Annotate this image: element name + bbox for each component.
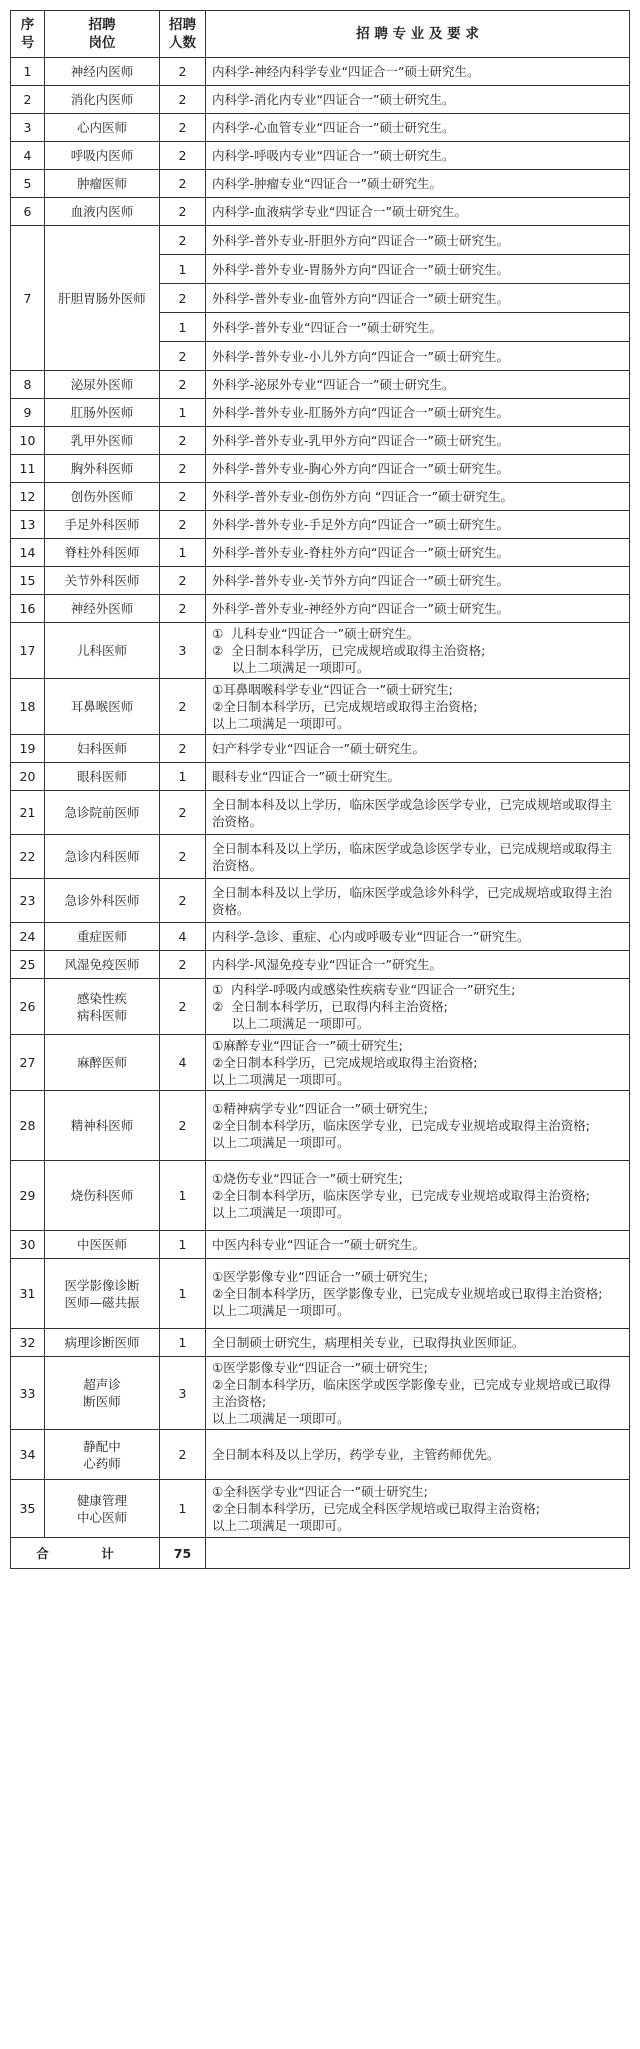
row-requirement-cell: [206, 539, 630, 567]
row-count: 2: [160, 879, 206, 923]
recruitment-table-sheet: [10, 10, 630, 1569]
row-count: 2: [160, 735, 206, 763]
row-count: 2: [160, 114, 206, 142]
row-requirement: 全日制本科及以上学历，临床医学或急诊医学专业，已完成规培或取得主治资格。: [212, 796, 613, 829]
row-position: 乳甲外医师: [45, 427, 160, 455]
row-requirement-cell: [206, 114, 630, 142]
table-row: [11, 1231, 630, 1259]
row-count: 4: [160, 1035, 206, 1091]
row-count: 1: [160, 1329, 206, 1357]
table-row: [11, 86, 630, 114]
row-requirement-cell: [206, 1035, 630, 1091]
row-count: 1: [160, 1161, 206, 1231]
table-row: [11, 923, 630, 951]
row-position: 耳鼻喉医师: [45, 679, 160, 735]
row-requirement-cell: [206, 1231, 630, 1259]
row-position: 妇科医师: [45, 735, 160, 763]
table-row: [11, 58, 630, 86]
table-row: [11, 1329, 630, 1357]
row-number: 28: [11, 1091, 45, 1161]
row-position: 风湿免疫医师: [45, 951, 160, 979]
table-header-row: [11, 11, 630, 58]
row-number: 2: [11, 86, 45, 114]
row-requirement-cell: [206, 86, 630, 114]
row-position: 儿科医师: [45, 623, 160, 679]
table-row: [11, 879, 630, 923]
row-count: 3: [160, 1357, 206, 1430]
table-row: [11, 835, 630, 879]
row-number: 15: [11, 567, 45, 595]
row-requirement: ①耳鼻咽喉科学专业“四证合一”硕士研究生; ②全日制本科学历，已完成规培或取得主治资格; 以上二项满足一项即可。: [212, 682, 478, 731]
total-value: 75: [160, 1538, 206, 1569]
row-number: 16: [11, 595, 45, 623]
row-requirement-cell: [206, 679, 630, 735]
row-requirement: 外科学-普外专业-脊柱外方向“四证合一”硕士研究生。: [212, 545, 509, 560]
row-position: 麻醉医师: [45, 1035, 160, 1091]
row-count: 1: [160, 1231, 206, 1259]
row-requirement: 外科学-普外专业“四证合一”硕士研究生。: [212, 319, 442, 335]
row-count: 1: [160, 313, 206, 342]
row-count: 2: [160, 951, 206, 979]
table-row: [11, 483, 630, 511]
row-number: 9: [11, 399, 45, 427]
row-count: 1: [160, 1259, 206, 1329]
row-count: 2: [160, 342, 206, 371]
row-position: 烧伤科医师: [45, 1161, 160, 1231]
table-row: [11, 791, 630, 835]
row-number: 27: [11, 1035, 45, 1091]
table-row: [11, 198, 630, 226]
row-position: 静配中 心药师: [45, 1430, 160, 1480]
total-row: [11, 1538, 630, 1569]
table-row: [11, 567, 630, 595]
row-requirement: 外科学-普外专业-创伤外方向 “四证合一”硕士研究生。: [212, 489, 513, 504]
row-number: 24: [11, 923, 45, 951]
row-position: 急诊院前医师: [45, 791, 160, 835]
row-requirement-cell: [206, 226, 630, 255]
row-requirement-cell: [206, 835, 630, 879]
row-count: 1: [160, 399, 206, 427]
table-row: [11, 1161, 630, 1231]
row-requirement-cell: [206, 170, 630, 198]
row-position: 中医医师: [45, 1231, 160, 1259]
row-number: 11: [11, 455, 45, 483]
row-position: 手足外科医师: [45, 511, 160, 539]
row-requirement: 全日制本科及以上学历，临床医学或急诊外科学，已完成规培或取得主治资格。: [212, 884, 613, 917]
row-position: 泌尿外医师: [45, 371, 160, 399]
table-row: [11, 511, 630, 539]
row-count: 2: [160, 1091, 206, 1161]
row-number: 23: [11, 879, 45, 923]
row-number: 12: [11, 483, 45, 511]
row-requirement-cell: [206, 979, 630, 1035]
row-requirement-cell: [206, 284, 630, 313]
row-requirement-cell: [206, 1091, 630, 1161]
row-requirement: 全日制硕士研究生，病理相关专业，已取得执业医师证。: [212, 1335, 525, 1350]
table-row: [11, 539, 630, 567]
row-requirement: 内科学-肿瘤专业“四证合一”硕士研究生。: [212, 176, 442, 191]
table-row: [11, 1091, 630, 1161]
table-row: [11, 399, 630, 427]
row-count: 2: [160, 371, 206, 399]
row-requirement: 中医内科专业“四证合一”硕士研究生。: [212, 1237, 425, 1252]
row-requirement: ① 儿科专业“四证合一”硕士研究生。 ② 全日制本科学历，已完成规培或取得主治资格; 以上二项满足一项即可。: [212, 626, 486, 675]
row-count: 1: [160, 255, 206, 284]
row-requirement: 全日制本科及以上学历，药学专业，主管药师优先。: [212, 1447, 500, 1462]
row-requirement-cell: [206, 455, 630, 483]
row-number: 22: [11, 835, 45, 879]
table-body: [11, 58, 630, 1538]
row-count: 2: [160, 979, 206, 1035]
row-number: 5: [11, 170, 45, 198]
row-requirement-cell: [206, 371, 630, 399]
row-requirement: 内科学-心血管专业“四证合一”硕士研究生。: [212, 120, 455, 135]
row-requirement: 外科学-普外专业-神经外方向“四证合一”硕士研究生。: [212, 601, 509, 616]
row-requirement-cell: [206, 142, 630, 170]
row-requirement-cell: [206, 735, 630, 763]
row-requirement: ①医学影像专业“四证合一”硕士研究生; ②全日制本科学历，临床医学或医学影像专业，已完成专业规培或已取得主治资格; 以上二项满足一项即可。: [212, 1360, 611, 1426]
table-row: [11, 595, 630, 623]
row-count: 2: [160, 511, 206, 539]
row-requirement: 外科学-普外专业-肛肠外方向“四证合一”硕士研究生。: [212, 405, 509, 420]
row-requirement: 外科学-普外专业-血管外方向“四证合一”硕士研究生。: [212, 290, 509, 306]
row-number: 1: [11, 58, 45, 86]
row-position: 创伤外医师: [45, 483, 160, 511]
row-requirement-cell: [206, 342, 630, 371]
row-position: 心内医师: [45, 114, 160, 142]
total-empty-cell: [206, 1538, 630, 1569]
row-requirement-cell: [206, 1480, 630, 1538]
row-position: 关节外科医师: [45, 567, 160, 595]
row-requirement-cell: [206, 1259, 630, 1329]
header-requirements: 招 聘 专 业 及 要 求: [206, 11, 630, 58]
row-count: 2: [160, 679, 206, 735]
row-count: 2: [160, 284, 206, 313]
row-requirement: 全日制本科及以上学历，临床医学或急诊医学专业，已完成规培或取得主治资格。: [212, 840, 613, 873]
row-count: 2: [160, 455, 206, 483]
row-position: 病理诊断医师: [45, 1329, 160, 1357]
row-number: 25: [11, 951, 45, 979]
table-row: [11, 979, 630, 1035]
row-requirement: 外科学-普外专业-关节外方向“四证合一”硕士研究生。: [212, 573, 509, 588]
table-row: [11, 679, 630, 735]
table-row: [11, 170, 630, 198]
row-number: 4: [11, 142, 45, 170]
row-count: 1: [160, 763, 206, 791]
row-requirement: 妇产科学专业“四证合一”硕士研究生。: [212, 741, 425, 756]
row-requirement-cell: [206, 623, 630, 679]
row-requirement: ①医学影像专业“四证合一”硕士研究生; ②全日制本科学历，医学影像专业，已完成专业规培或已取得主治资格; 以上二项满足一项即可。: [212, 1269, 603, 1318]
row-requirement: 内科学-风湿免疫专业“四证合一”研究生。: [212, 957, 442, 972]
row-number: 20: [11, 763, 45, 791]
row-requirement: ①全科医学专业“四证合一”硕士研究生; ②全日制本科学历，已完成全科医学规培或已取得主治资格; 以上二项满足一项即可。: [212, 1484, 540, 1533]
row-count: 2: [160, 483, 206, 511]
row-count: 2: [160, 142, 206, 170]
table-row: [11, 142, 630, 170]
row-requirement: 外科学-普外专业-乳甲外方向“四证合一”硕士研究生。: [212, 433, 509, 448]
row-number: 32: [11, 1329, 45, 1357]
row-number: 18: [11, 679, 45, 735]
row-requirement: ①精神病学专业“四证合一”硕士研究生; ②全日制本科学历，临床医学专业，已完成专业规培或取得主治资格; 以上二项满足一项即可。: [212, 1101, 590, 1150]
table-row: [11, 371, 630, 399]
row-requirement-cell: [206, 198, 630, 226]
table-row: [11, 623, 630, 679]
row-position: 肛肠外医师: [45, 399, 160, 427]
row-number: 31: [11, 1259, 45, 1329]
row-count: 1: [160, 1480, 206, 1538]
row-position: 肿瘤医师: [45, 170, 160, 198]
row-requirement-cell: [206, 1161, 630, 1231]
row-position: 胸外科医师: [45, 455, 160, 483]
row-number: 14: [11, 539, 45, 567]
row-requirement: 内科学-急诊、重症、心内或呼吸专业“四证合一”研究生。: [212, 929, 530, 944]
row-count: 2: [160, 567, 206, 595]
row-count: 1: [160, 539, 206, 567]
row-count: 2: [160, 791, 206, 835]
row-number: 13: [11, 511, 45, 539]
row-requirement: 内科学-血液病学专业“四证合一”硕士研究生。: [212, 204, 467, 219]
row-position: 肝胆胃肠外医师: [45, 226, 160, 371]
row-requirement-cell: [206, 399, 630, 427]
row-number: 10: [11, 427, 45, 455]
table-row: [11, 1357, 630, 1430]
row-position: 眼科医师: [45, 763, 160, 791]
table-row: [11, 1035, 630, 1091]
row-position: 感染性疾 病科医师: [45, 979, 160, 1035]
row-number: 26: [11, 979, 45, 1035]
row-requirement: ①麻醉专业“四证合一”硕士研究生; ②全日制本科学历，已完成规培或取得主治资格; 以上二项满足一项即可。: [212, 1038, 478, 1087]
table-row: [11, 951, 630, 979]
row-requirement-cell: [206, 1357, 630, 1430]
row-requirement: 内科学-消化内专业“四证合一”硕士研究生。: [212, 92, 455, 107]
row-number: 35: [11, 1480, 45, 1538]
total-label: 合 计: [11, 1538, 160, 1569]
row-requirement-cell: [206, 791, 630, 835]
row-requirement: 内科学-呼吸内专业“四证合一”硕士研究生。: [212, 148, 455, 163]
row-number: 8: [11, 371, 45, 399]
row-position: 呼吸内医师: [45, 142, 160, 170]
row-requirement: 外科学-普外专业-肝胆外方向“四证合一”硕士研究生。: [212, 232, 509, 248]
recruitment-table: [10, 10, 630, 1569]
row-requirement: 外科学-普外专业-胸心外方向“四证合一”硕士研究生。: [212, 461, 509, 476]
row-number: 3: [11, 114, 45, 142]
row-requirement-cell: [206, 923, 630, 951]
row-count: 2: [160, 58, 206, 86]
table-row: [11, 455, 630, 483]
row-number: 6: [11, 198, 45, 226]
row-requirement: 外科学-普外专业-胃肠外方向“四证合一”硕士研究生。: [212, 261, 509, 277]
row-requirement-cell: [206, 567, 630, 595]
row-position: 神经外医师: [45, 595, 160, 623]
table-row: [11, 735, 630, 763]
header-position: 招聘 岗位: [45, 11, 160, 58]
table-row: [11, 1430, 630, 1480]
row-requirement-cell: [206, 879, 630, 923]
table-row: [11, 1259, 630, 1329]
row-number: 19: [11, 735, 45, 763]
table-row: [11, 1480, 630, 1538]
row-requirement-cell: [206, 483, 630, 511]
row-position: 健康管理 中心医师: [45, 1480, 160, 1538]
row-count: 2: [160, 427, 206, 455]
row-position: 超声诊 断医师: [45, 1357, 160, 1430]
row-position: 脊柱外科医师: [45, 539, 160, 567]
row-requirement-cell: [206, 313, 630, 342]
row-position: 医学影像诊断 医师—磁共振: [45, 1259, 160, 1329]
row-position: 消化内医师: [45, 86, 160, 114]
row-position: 急诊外科医师: [45, 879, 160, 923]
row-requirement: 外科学-普外专业-小儿外方向“四证合一”硕士研究生。: [212, 348, 509, 364]
row-position: 神经内医师: [45, 58, 160, 86]
row-position: 急诊内科医师: [45, 835, 160, 879]
table-row: [11, 114, 630, 142]
table-row: [11, 763, 630, 791]
row-requirement: 外科学-泌尿外专业“四证合一”硕士研究生。: [212, 377, 455, 392]
row-count: 2: [160, 226, 206, 255]
row-number: 33: [11, 1357, 45, 1430]
row-requirement: 外科学-普外专业-手足外方向“四证合一”硕士研究生。: [212, 517, 509, 532]
row-requirement-cell: [206, 427, 630, 455]
row-number: 21: [11, 791, 45, 835]
row-requirement: ①烧伤专业“四证合一”硕士研究生; ②全日制本科学历，临床医学专业，已完成专业规培或取得主治资格; 以上二项满足一项即可。: [212, 1171, 590, 1220]
row-position: 血液内医师: [45, 198, 160, 226]
row-count: 2: [160, 835, 206, 879]
table-row: [11, 427, 630, 455]
row-count: 3: [160, 623, 206, 679]
row-requirement-cell: [206, 255, 630, 284]
row-requirement: ① 内科学-呼吸内或感染性疾病专业“四证合一”研究生; ② 全日制本科学历，已取得内科主治资格; 以上二项满足一项即可。: [212, 982, 516, 1031]
row-requirement-cell: [206, 763, 630, 791]
header-no: 序 号: [11, 11, 45, 58]
row-requirement-cell: [206, 1329, 630, 1357]
row-requirement: 内科学-神经内科学专业“四证合一”硕士研究生。: [212, 64, 480, 79]
row-number: 17: [11, 623, 45, 679]
header-count: 招聘 人数: [160, 11, 206, 58]
row-requirement-cell: [206, 951, 630, 979]
row-count: 2: [160, 170, 206, 198]
row-number: 29: [11, 1161, 45, 1231]
row-requirement-cell: [206, 595, 630, 623]
row-number: 34: [11, 1430, 45, 1480]
row-position: 重症医师: [45, 923, 160, 951]
row-count: 2: [160, 198, 206, 226]
table-row: [11, 226, 630, 255]
row-position: 精神科医师: [45, 1091, 160, 1161]
row-requirement-cell: [206, 511, 630, 539]
row-requirement-cell: [206, 58, 630, 86]
row-number: 30: [11, 1231, 45, 1259]
row-count: 2: [160, 86, 206, 114]
row-count: 2: [160, 595, 206, 623]
row-requirement: 眼科专业“四证合一”硕士研究生。: [212, 769, 400, 784]
row-count: 4: [160, 923, 206, 951]
row-number: 7: [11, 226, 45, 371]
row-count: 2: [160, 1430, 206, 1480]
row-requirement-cell: [206, 1430, 630, 1480]
